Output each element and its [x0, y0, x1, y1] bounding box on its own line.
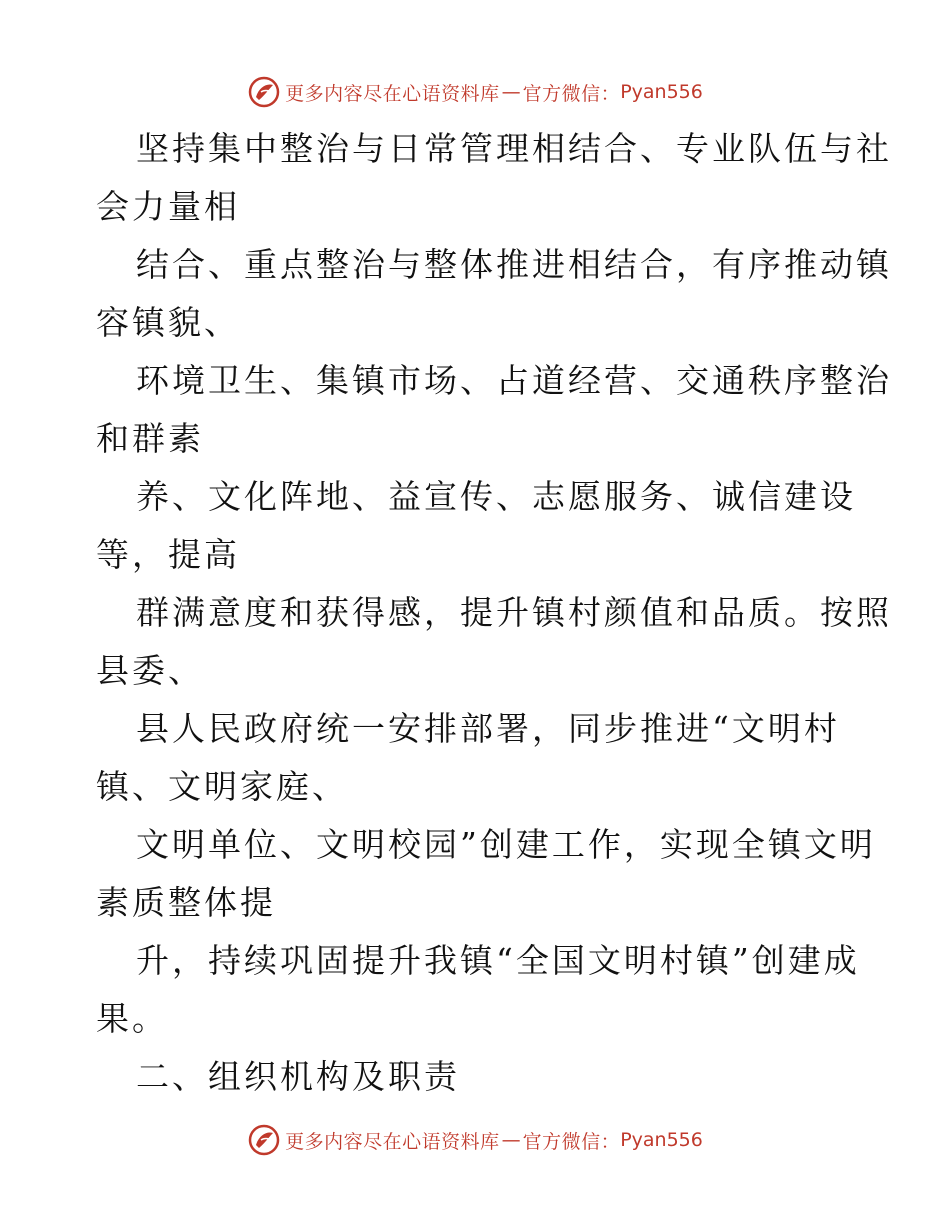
watermark-dash: — [501, 1129, 521, 1151]
document-line: 坚持集中整治与日常管理相结合、专业队伍与社 [136, 129, 892, 168]
watermark-id: Pyan556 [620, 1129, 703, 1151]
flower-logo-icon [247, 75, 281, 109]
document-line: 容镇貌、 [96, 303, 240, 342]
document-line: 镇、文明家庭、 [96, 767, 348, 806]
document-line: 县委、 [96, 651, 204, 690]
watermark-dash: — [501, 81, 521, 103]
watermark-label: 官方微信： [522, 1130, 621, 1153]
document-line: 会力量相 [96, 187, 240, 226]
document-line: 和群素 [96, 419, 204, 458]
document-body [96, 120, 892, 1106]
document-line: 果。 [96, 999, 168, 1038]
flower-logo-icon [247, 1123, 281, 1157]
document-line: 县人民政府统一安排部署，同步推进“文明村 [136, 709, 840, 748]
document-line: 养、文化阵地、益宣传、志愿服务、诚信建设 [136, 477, 856, 516]
document-line: 结合、重点整治与整体推进相结合，有序推动镇 [136, 245, 892, 284]
watermark-text: 更多内容尽在心语资料库 [285, 1130, 500, 1153]
watermark-text: 更多内容尽在心语资料库 [285, 82, 500, 105]
watermark-label: 官方微信： [522, 82, 621, 105]
footer-watermark [0, 1120, 950, 1160]
section-heading: 二、组织机构及职责 [136, 1057, 460, 1096]
document-line: 群满意度和获得感，提升镇村颜值和品质。按照 [136, 593, 892, 632]
header-watermark [0, 72, 950, 112]
document-line: 升，持续巩固提升我镇“全国文明村镇”创建成 [136, 941, 860, 980]
document-line: 文明单位、文明校园”创建工作，实现全镇文明 [136, 825, 876, 864]
document-line: 环境卫生、集镇市场、占道经营、交通秩序整治 [136, 361, 892, 400]
document-line: 素质整体提 [96, 883, 276, 922]
watermark-id: Pyan556 [620, 81, 703, 103]
document-line: 等，提高 [96, 535, 240, 574]
